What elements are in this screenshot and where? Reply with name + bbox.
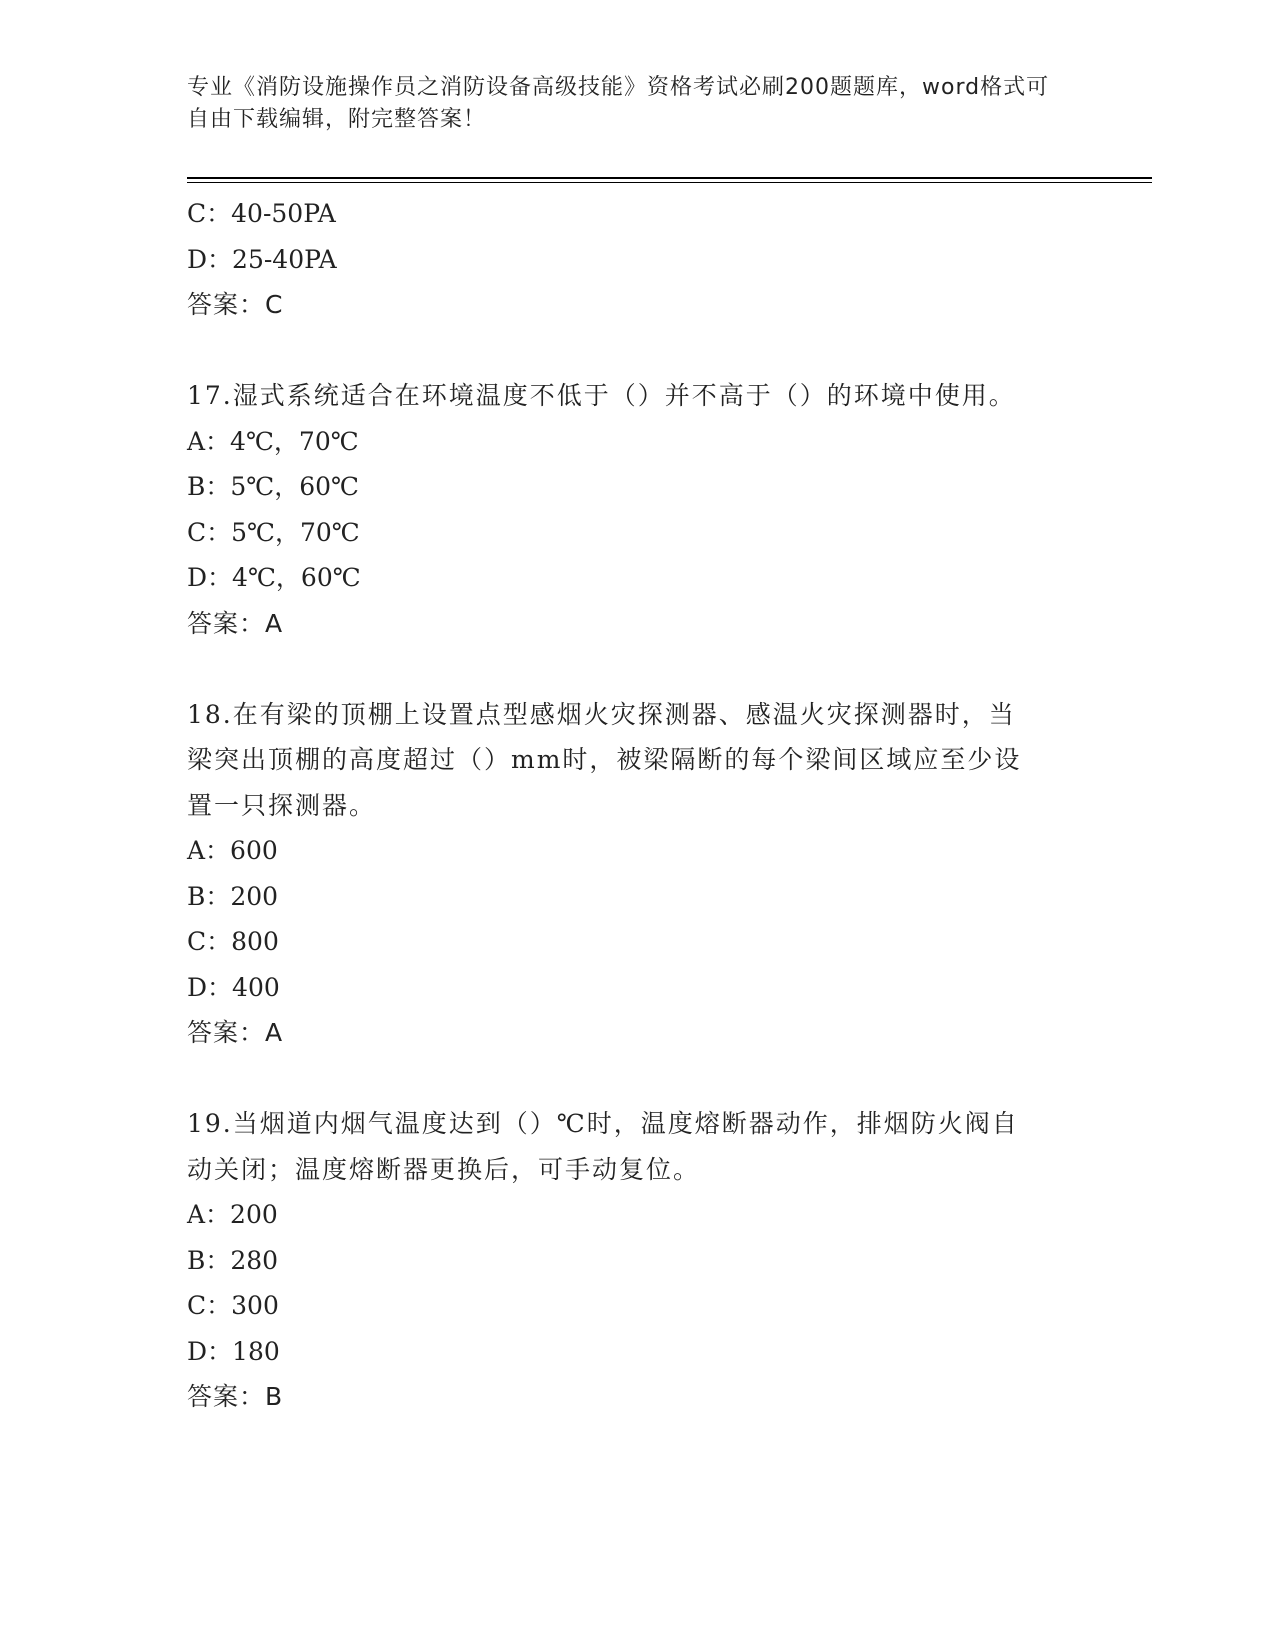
option-d: D：25-40PA [187,244,337,274]
header-rule-thin [187,182,1152,183]
option-c: C：800 [187,927,279,956]
spacer [187,646,1087,692]
answer-line: 答案：A [187,608,284,638]
option-d: D：400 [187,972,280,1002]
option-b: B：5℃，60℃ [187,472,360,501]
question-18-text-line-3: 置一只探测器。 [187,790,377,820]
option-c: C：5℃，70℃ [187,517,360,547]
spacer [187,328,1087,374]
option-b: B：280 [187,1245,279,1275]
spacer [187,1056,1087,1102]
question-18-text-line-2: 梁突出顶棚的高度超过（）mm时，被梁隔断的每个梁间区域应至少设 [187,745,1022,774]
option-d: D：180 [187,1336,280,1366]
question-19-text-line-2: 动关闭；温度熔断器更换后，可手动复位。 [187,1154,701,1184]
option-c: C：40-50PA [187,199,336,228]
question-19-text-line-1: 19.当烟道内烟气温度达到（）℃时，温度熔断器动作，排烟防火阀自 [187,1109,1019,1138]
option-c: C：300 [187,1291,279,1320]
question-list [187,191,1087,1420]
document-header: 专业《消防设施操作员之消防设备高级技能》资格考试必刷200题题库，word格式可自由下载编辑，附完整答案！ [187,75,1050,132]
option-a: A：600 [187,836,278,865]
option-a: A：4℃，70℃ [187,426,359,456]
answer-line: 答案：A [187,1018,284,1047]
answer-line: 答案：C [187,290,284,319]
header-rule-thick [187,177,1152,179]
option-d: D：4℃，60℃ [187,563,361,592]
question-18-text-line-1: 18.在有梁的顶棚上设置点型感烟火灾探测器、感温火灾探测器时，当 [187,699,1016,729]
question-17-text: 17.湿式系统适合在环境温度不低于（）并不高于（）的环境中使用。 [187,381,1016,410]
answer-line: 答案：B [187,1382,284,1411]
option-b: B：200 [187,881,279,911]
option-a: A：200 [187,1200,278,1229]
